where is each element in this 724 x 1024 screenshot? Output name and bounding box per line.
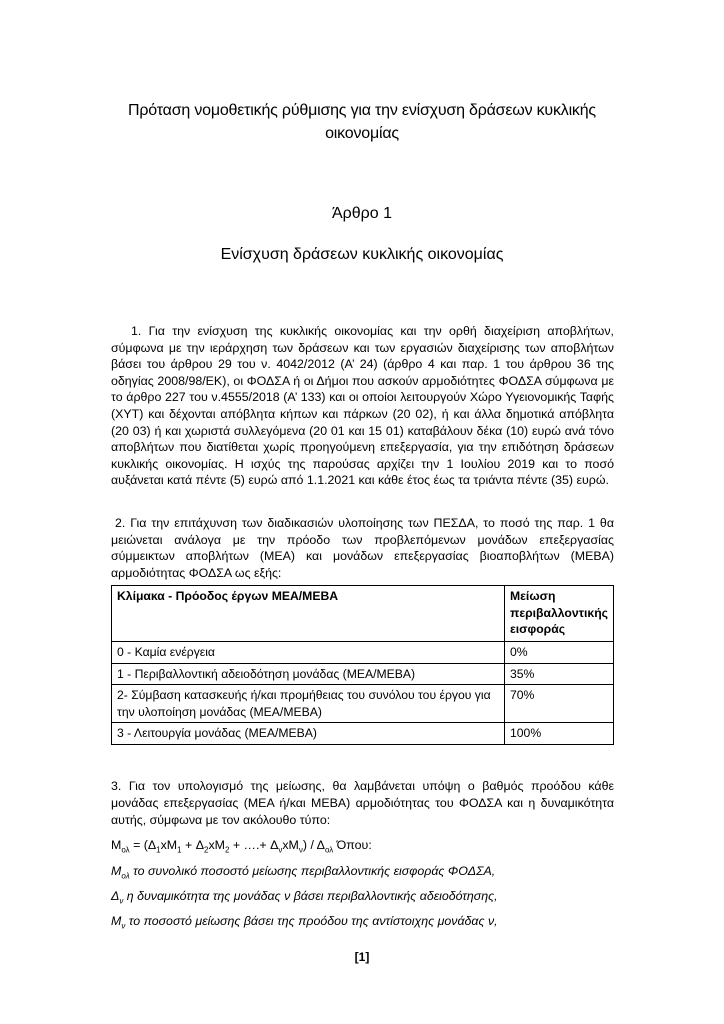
definition-text: η δυναμικότητα της μονάδας ν βάσει περιβαλλοντικής αδειοδότησης, [123,889,498,903]
formula-part: 2 [204,845,209,855]
definition-symbol: Μ [111,914,122,928]
formula-line [111,838,614,854]
table-cell: 2- Σύμβαση κατασκευής ή/και προμήθειας του συνόλου του έργου για την υλοποίηση μονάδας (ΜΕΑ/ΜΕΒΑ) [112,685,505,723]
table-header-cell: Κλίμακα - Πρόοδος έργων ΜΕΑ/ΜΕΒΑ [112,586,505,642]
definition-symbol: Δ [111,889,120,903]
page-number: [1] [354,950,370,964]
definition-subscript: ν [119,896,124,906]
table-header-row [112,586,614,642]
article-title: Ενίσχυση δράσεων κυκλικής οικονομίας [220,246,504,263]
table-cell: 35% [505,663,614,685]
article-number: Άρθρο 1 [331,205,393,222]
formula-part: ν [298,845,303,855]
table-cell: 70% [505,685,614,723]
formula-part: Όπου: [333,838,372,852]
formula-part: ολ [324,845,334,855]
formula-part: xM [282,838,299,852]
paragraph-3: 3. Για τον υπολογισμό της μείωσης, θα λαμβάνεται υπόψη ο βαθμός προόδου κάθε μονάδας επεξεργασίας (ΜΕΑ ή/και ΜΕΒΑ) αρμοδιότητας του ΦΟΔΣΑ και η δυναμικότητα αυτής, σύμφωνα με τον ακόλουθο τύπο: [111,779,614,827]
table-row [112,685,614,723]
formula-part: xM [208,838,225,852]
table-header-cell: Μείωση περιβαλλοντικής εισφοράς [505,586,614,642]
table-cell: 3 - Λειτουργία μονάδας (ΜΕΑ/ΜΕΒΑ) [112,723,505,745]
definition-subscript: ν [121,921,126,931]
formula-part: = (Δ [129,838,157,852]
table-row [112,642,614,664]
definition-m-total [111,864,614,880]
reduction-table [111,585,614,745]
formula-part: 2 [224,845,230,855]
definition-symbol: Μ [111,864,122,878]
formula-part: ) / Δ [302,838,325,852]
paragraph-2: 2. Για την επιτάχυνση των διαδικασιών υλοποίησης των ΠΕΣΔΑ, το ποσό της παρ. 1 θα μειώνεται ανάλογα με την πρόοδο των προβλεπόμενων μονάδων επεξεργασίας σύμμεικτων αποβλήτων (ΜΕΑ) και μονάδων επεξεργασίας βιοαποβλήτων (ΜΕΒΑ) αρμοδιότητας ΦΟΔΣΑ ως εξής: [111,516,614,580]
formula-part: M [111,838,122,852]
definition-d-nu [111,889,614,905]
table-cell: 0% [505,642,614,664]
definition-text: το συνολικό ποσοστό μείωσης περιβαλλοντικής εισφοράς ΦΟΔΣΑ, [129,864,496,878]
table-row [112,663,614,685]
document-title: Πρόταση νομοθετικής ρύθμισης για την ενίσχυση δράσεων κυκλικής οικονομίας [128,102,596,142]
definition-m-nu [111,914,614,930]
formula-part: xM [160,838,178,852]
table-cell: 0 - Καμία ενέργεια [112,642,505,664]
definition-text: το ποσοστό μείωσης βάσει της προόδου της αντίστοιχης μονάδας ν, [125,914,498,928]
formula-part: + ….+ Δ [229,838,279,852]
table-cell: 1 - Περιβαλλοντική αδειοδότηση μονάδας (ΜΕΑ/ΜΕΒΑ) [112,663,505,685]
formula-part: 1 [156,845,161,855]
formula-part: ολ [121,845,130,855]
definition-subscript: ολ [121,871,130,881]
formula-part: 1 [177,845,182,855]
table-cell: 100% [505,723,614,745]
formula-part: + Δ [181,838,204,852]
table-row [112,723,614,745]
paragraph-1: 1. Για την ενίσχυση της κυκλικής οικονομίας και την ορθή διαχείριση αποβλήτων, σύμφωνα με την ιεράρχηση των δράσεων και των εργασιών διαχείρισης των αποβλήτων βάσει του άρθρου 29 του ν. 4042/2012 (Α’ 24) (άρθρο 4 και παρ. 1 του άρθρου 36 της οδηγίας 2008/98/ΕΚ), οι ΦΟΔΣΑ ή οι Δήμοι που ασκούν αρμοδιότητες ΦΟΔΣΑ σύμφωνα με το άρθρο 227 του ν.4555/2018 (Α’ 133) και οι οποίοι λειτουργούν Χώρο Υγειονομικής Ταφής (ΧΥΤ) και δέχονται απόβλητα κήπων και πάρκων (20 02), ή και άλλα δημοτικά απόβλητα (20 03) ή και χωριστά συλλεγόμενα (20 01 και 15 01) καταβάλουν δέκα (10) ευρώ ανά τόνο αποβλήτων που διατίθεται χωρίς προηγούμενη επεξεργασία, για την επιδότηση δράσεων κυκλικής οικονομίας. Η ισχύς της παρούσας αρχίζει την 1 Ιουλίου 2019 και το ποσό αυξάνεται κατά πέντε (5) ευρώ από 1.1.2021 και κάθε έτος έως τα τριάντα πέντε (35) ευρώ. [111,324,614,488]
formula-part: ν [278,845,283,855]
